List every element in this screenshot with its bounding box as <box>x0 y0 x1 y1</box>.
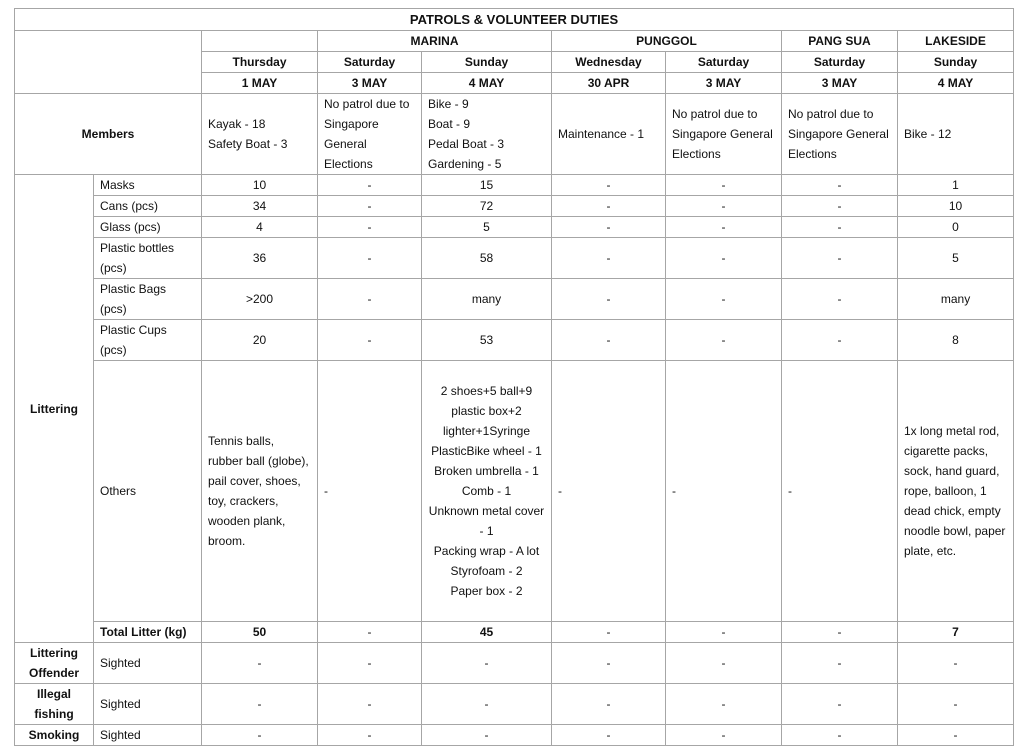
members-cell: Bike - 9 Boat - 9 Pedal Boat - 3 Gardening - 5 <box>422 94 552 175</box>
litter-cell: 10 <box>202 175 318 196</box>
litter-cell: 5 <box>422 217 552 238</box>
litter-cell: - <box>318 238 422 279</box>
others-cell: - <box>666 361 782 622</box>
sighting-cell: - <box>202 725 318 746</box>
litter-row-label: Plastic bottles (pcs) <box>94 238 202 279</box>
litter-cell: 1 <box>898 175 1014 196</box>
litter-cell: - <box>666 217 782 238</box>
litter-cell: - <box>552 238 666 279</box>
location-pangsua: PANG SUA <box>782 31 898 52</box>
litter-cell: - <box>782 238 898 279</box>
litter-cell: - <box>552 320 666 361</box>
sighting-cell: - <box>552 643 666 684</box>
litter-cell: - <box>318 279 422 320</box>
litter-cell: - <box>782 175 898 196</box>
total-cell: - <box>782 622 898 643</box>
litter-cell: 58 <box>422 238 552 279</box>
patrol-duties-table <box>14 8 1014 746</box>
litter-cell: - <box>782 279 898 320</box>
day-header: Saturday <box>782 52 898 73</box>
members-cell: No patrol due to Singapore General Elections <box>782 94 898 175</box>
litter-cell: 4 <box>202 217 318 238</box>
total-cell: - <box>318 622 422 643</box>
sighting-cell: - <box>552 684 666 725</box>
total-litter-label: Total Litter (kg) <box>94 622 202 643</box>
sighting-cell: - <box>318 725 422 746</box>
date-header: 4 MAY <box>422 73 552 94</box>
sighting-cell: - <box>422 725 552 746</box>
others-cell: - <box>552 361 666 622</box>
members-cell: Kayak - 18 Safety Boat - 3 <box>202 94 318 175</box>
litter-cell: - <box>318 196 422 217</box>
members-label: Members <box>15 94 202 175</box>
litter-cell: many <box>422 279 552 320</box>
litter-cell: - <box>666 196 782 217</box>
litter-cell: - <box>782 320 898 361</box>
location-lakeside: LAKESIDE <box>898 31 1014 52</box>
litter-cell: - <box>318 217 422 238</box>
litter-cell: 8 <box>898 320 1014 361</box>
sighting-cell: - <box>318 684 422 725</box>
members-cell: Bike - 12 <box>898 94 1014 175</box>
litter-cell: - <box>552 175 666 196</box>
illegal-fishing-label: Illegal fishing <box>15 684 94 725</box>
others-cell: 1x long metal rod, cigarette packs, sock, hand guard, rope, balloon, 1 dead chick, empty noodle bowl, paper plate, etc. <box>898 361 1014 622</box>
litter-cell: many <box>898 279 1014 320</box>
location-punggol: PUNGGOL <box>552 31 782 52</box>
litter-row-label: Masks <box>94 175 202 196</box>
day-header: Wednesday <box>552 52 666 73</box>
total-cell: 45 <box>422 622 552 643</box>
day-header: Thursday <box>202 52 318 73</box>
sighted-label: Sighted <box>94 643 202 684</box>
sighting-cell: - <box>202 643 318 684</box>
litter-cell: 72 <box>422 196 552 217</box>
litter-cell: - <box>666 238 782 279</box>
littering-offender-label: Littering Offender <box>15 643 94 684</box>
litter-cell: 34 <box>202 196 318 217</box>
others-cell: - <box>318 361 422 622</box>
sighting-cell: - <box>898 684 1014 725</box>
litter-row-label: Plastic Cups (pcs) <box>94 320 202 361</box>
litter-cell: 20 <box>202 320 318 361</box>
sighting-cell: - <box>422 684 552 725</box>
litter-cell: - <box>318 320 422 361</box>
litter-cell: 15 <box>422 175 552 196</box>
sighting-cell: - <box>666 684 782 725</box>
sighting-cell: - <box>318 643 422 684</box>
smoking-label: Smoking <box>15 725 94 746</box>
litter-cell: - <box>552 196 666 217</box>
members-cell: No patrol due to Singapore General Elections <box>666 94 782 175</box>
sighting-cell: - <box>202 684 318 725</box>
sighting-cell: - <box>898 725 1014 746</box>
litter-cell: 0 <box>898 217 1014 238</box>
sighting-cell: - <box>552 725 666 746</box>
total-cell: - <box>666 622 782 643</box>
location-marina: MARINA <box>318 31 552 52</box>
sighting-cell: - <box>898 643 1014 684</box>
day-header: Sunday <box>422 52 552 73</box>
litter-cell: - <box>782 196 898 217</box>
sighting-cell: - <box>782 725 898 746</box>
litter-cell: - <box>666 175 782 196</box>
date-header: 1 MAY <box>202 73 318 94</box>
litter-cell: - <box>666 320 782 361</box>
litter-cell: - <box>318 175 422 196</box>
others-cell: Tennis balls, rubber ball (globe), pail cover, shoes, toy, crackers, wooden plank, broom. <box>202 361 318 622</box>
litter-cell: 36 <box>202 238 318 279</box>
day-header: Saturday <box>666 52 782 73</box>
littering-label: Littering <box>15 175 94 643</box>
sighting-cell: - <box>422 643 552 684</box>
date-header: 4 MAY <box>898 73 1014 94</box>
litter-row-label: Cans (pcs) <box>94 196 202 217</box>
date-header: 30 APR <box>552 73 666 94</box>
date-header: 3 MAY <box>782 73 898 94</box>
others-cell: 2 shoes+5 ball+9 plastic box+2 lighter+1Syringe PlasticBike wheel - 1 Broken umbrella - 1 Comb - 1 Unknown metal cover - 1 Packing wrap - A lot Styrofoam - 2 Paper box - 2 <box>422 361 552 622</box>
sighted-label: Sighted <box>94 725 202 746</box>
members-cell: Maintenance - 1 <box>552 94 666 175</box>
sighting-cell: - <box>782 684 898 725</box>
litter-row-label: Plastic Bags (pcs) <box>94 279 202 320</box>
sighting-cell: - <box>666 725 782 746</box>
litter-cell: - <box>552 279 666 320</box>
litter-row-label: Glass (pcs) <box>94 217 202 238</box>
day-header: Saturday <box>318 52 422 73</box>
members-cell: No patrol due to Singapore General Elections <box>318 94 422 175</box>
litter-cell: 53 <box>422 320 552 361</box>
table-title: PATROLS & VOLUNTEER DUTIES <box>15 9 1014 31</box>
total-cell: 7 <box>898 622 1014 643</box>
total-cell: 50 <box>202 622 318 643</box>
litter-cell: 10 <box>898 196 1014 217</box>
date-header: 3 MAY <box>318 73 422 94</box>
date-header: 3 MAY <box>666 73 782 94</box>
litter-cell: - <box>782 217 898 238</box>
total-cell: - <box>552 622 666 643</box>
litter-cell: 5 <box>898 238 1014 279</box>
litter-cell: - <box>552 217 666 238</box>
sighted-label: Sighted <box>94 684 202 725</box>
litter-row-label: Others <box>94 361 202 622</box>
litter-cell: - <box>666 279 782 320</box>
header-blank-cell <box>15 31 202 94</box>
sighting-cell: - <box>782 643 898 684</box>
others-cell: - <box>782 361 898 622</box>
sighting-cell: - <box>666 643 782 684</box>
litter-cell: >200 <box>202 279 318 320</box>
day-header: Sunday <box>898 52 1014 73</box>
location-marina-gap <box>202 31 318 52</box>
